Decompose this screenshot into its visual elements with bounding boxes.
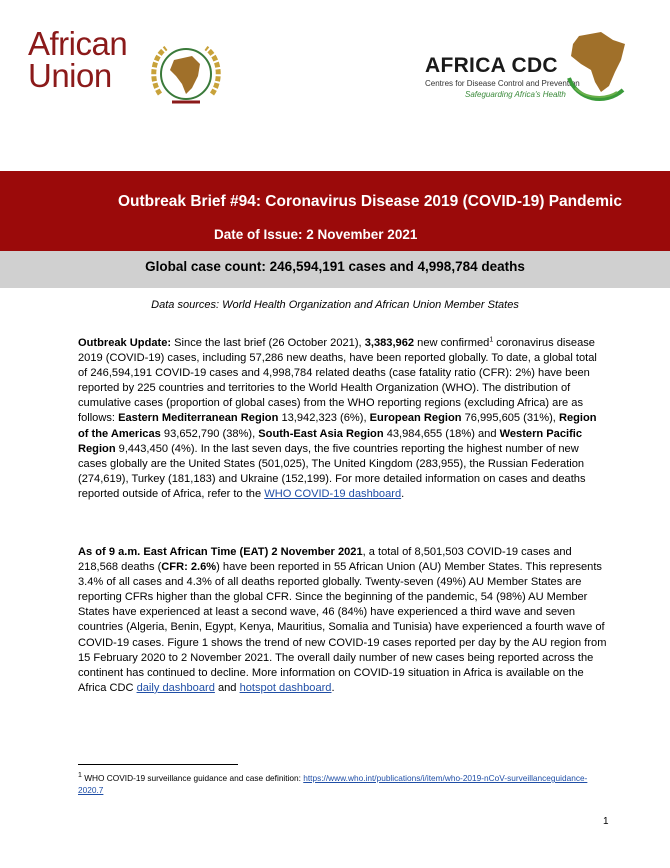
p1-end: . [401,487,405,500]
hotspot-dashboard-link[interactable]: hotspot dashboard [239,681,332,694]
p2-and: and [214,681,240,694]
region-sea: South-East Asia Region [258,427,384,440]
value-sea: 43,984,655 (18%) and [383,427,500,440]
region-wpr: Western Pacific Region [78,427,583,455]
outbreak-update-paragraph [78,336,608,502]
issue-date: Date of Issue: 2 November 2021 [214,227,418,242]
page-number: 1 [603,816,609,827]
footnote-text: WHO COVID-19 surveillance guidance and case definition: [81,773,304,783]
p2-end: . [331,681,335,694]
p1-text-3: coronavirus disease 2019 (COVID-19) cases, including 57,286 new deaths, have been reported globally. To date, a global total of 246,594,191 COVID-19 cases and 4,998,784 related deaths (case fatality ratio (CFR): 2%) have been reported by 225 countries and territories to the World Health Organization (WHO). The distribution of cumulative cases (proportion of global cases) from the WHO reporting regions (excluding Africa) are as follows: [78,337,597,425]
africa-update-lead: As of 9 a.m. East African Time (EAT) 2 November 2021 [78,546,363,558]
au-emblem-icon [146,36,226,116]
value-euro: 76,995,605 (31%), [461,412,559,425]
african-union-logo [28,25,228,118]
value-americas: 93,652,790 (38%), [160,427,259,440]
cdc-logo-title: AFRICA CDC [425,54,558,77]
footnote [78,772,608,796]
footnote-link[interactable]: https://www.who.int/publications/i/item/who-2019-nCoV-surveillanceguidance-2020.7 [78,773,588,795]
p2-text-2: ) have been reported in 55 African Union (AU) Member States. This represents 3.4% of all cases and 4.3% of all deaths reported globally. Twenty-seven (49%) AU Member States are reporting CFRs higher than the global CFR. Since the beginning of the pandemic, 54 (98%) AU Member States have experienced at least a second wave, 46 (84%) have experienced a third wave and seven countries (Algeria, Benin, Egypt, Kenya, Mauritius, Somalia and Tunisia) have experienced a fourth wave of COVID-19 cases. Figure 1 shows the trend of new COVID-19 cases reported per day by the AU region from 15 February 2020 to 2 November 2021. The overall daily number of new cases being reported across the continent has continued to decline. More information on COVID-19 situation in Africa is available on the Africa CDC [78,561,607,694]
africa-cfr: CFR: 2.6% [161,561,217,574]
data-sources: Data sources: World Health Organization and African Union Member States [151,299,519,311]
value-wpr: 9,443,450 (4%). In the last seven days, the five countries reporting the highest number of new cases globally are the United States (501,025), The United Kingdom (283,955), the Russian Federation (274,619), Turkey (181,183) and Ukraine (152,199). For more detailed information on cases and deaths reported outside of Africa, refer to the [78,442,586,500]
cdc-logo-tagline: Safeguarding Africa's Health [465,90,566,99]
p1-new-cases: 3,383,962 [364,337,415,349]
region-americas: Region of the Americas [78,412,597,440]
au-logo-text [28,25,128,94]
au-logo-line2: Union [28,57,112,94]
value-emr: 13,942,323 (6%), [278,412,370,425]
footnote-divider [78,764,238,765]
brief-title: Outbreak Brief #94: Coronavirus Disease 2019 (COVID-19) Pandemic [118,193,622,210]
daily-dashboard-link[interactable]: daily dashboard [136,681,215,694]
africa-cdc-logo [425,30,630,110]
global-case-count: Global case count: 246,594,191 cases and 4,998,784 deaths [145,259,525,274]
africa-update-paragraph [78,545,608,696]
region-emr: Eastern Mediterranean Region [118,412,279,425]
africa-map-icon [565,30,630,108]
outbreak-update-lead: Outbreak Update: [78,337,172,349]
footnote-ref: 1 [489,336,494,344]
p1-text-1: Since the last brief (26 October 2021), [171,337,365,349]
footnote-number: 1 [78,772,82,780]
region-euro: European Region [369,412,462,425]
au-logo-line1: African [28,25,128,62]
cdc-logo-subtitle: Centres for Disease Control and Prevention [425,79,580,88]
p2-text-1: , a total of 8,501,503 COVID-19 cases and 218,568 deaths ( [78,546,572,574]
p1-text-2: new confirmed [414,337,490,349]
who-dashboard-link[interactable]: WHO COVID-19 dashboard [264,487,402,500]
